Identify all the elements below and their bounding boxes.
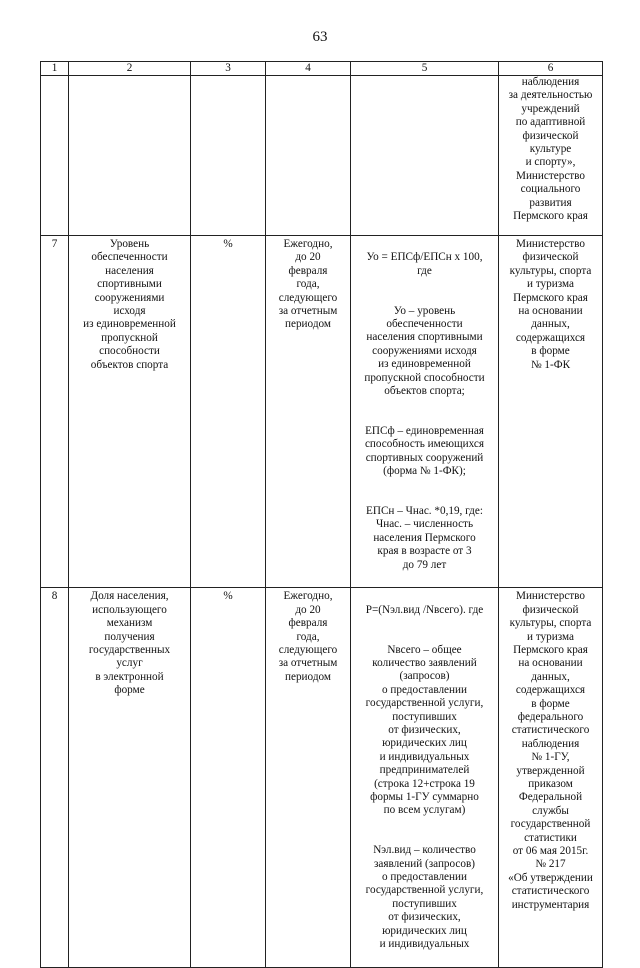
formula-paragraph: Уо – уровень обеспеченности населения спортивными сооружениями исходя из единовременной пропускной способности объектов спорта; [364,304,485,398]
page-number: 63 [312,29,328,45]
header-cell-3: 3 [191,62,266,76]
cell-formula [351,588,499,968]
cell-unit: % [191,236,266,588]
table-row [41,588,603,968]
cell-empty [191,76,266,236]
cell-indicator: Уровень обеспеченности населения спортивными сооружениями исходя из единовременной пропускной способности объектов спорта [69,236,191,588]
header-cell-2: 2 [69,62,191,76]
cell-unit: % [191,588,266,968]
header-cell-5: 5 [351,62,499,76]
table-row-continued [41,76,603,236]
table-row [41,236,603,588]
formula-paragraph: Nвсего – общее количество заявлений (запросов) о предоставлении государственной услуги, поступивших от физических, юридических лиц и индивидуальных предпринимателей (строка 12+строка 19 формы 1-ГУ суммарно по всем услугам) [365,643,484,817]
indicators-table [40,61,603,968]
header-cell-1: 1 [41,62,69,76]
cell-frequency: Ежегодно, до 20 февраля года, следующего за отчетным периодом [266,236,351,588]
table-header-row [41,62,603,76]
cell-empty [69,76,191,236]
formula-paragraph: ЕПСф – единовременная способность имеющихся спортивных сооружений (форма № 1-ФК); [364,424,485,478]
cell-number: 8 [41,588,69,968]
cell-empty [41,76,69,236]
formula-paragraph: Nэл.вид – количество заявлений (запросов) о предоставлении государственной услуги, поступивших от физических, юридических лиц и индивидуальных [365,844,484,951]
cell-empty [351,76,499,236]
cell-empty [266,76,351,236]
cell-source: Министерство физической культуры, спорта и туризма Пермского края на основании данных, содержащихся в форме № 1-ФК [499,236,603,588]
header-cell-6: 6 [499,62,603,76]
cell-source: Министерство физической культуры, спорта и туризма Пермского края на основании данных, содержащихся в форме федерального статистического наблюдения № 1-ГУ, утвержденной приказом Федеральной службы государственной статистики от 06 мая 2015г. № 217 «Об утверждении статистического инструментария [499,588,603,968]
cell-number: 7 [41,236,69,588]
formula-paragraph: ЕПСн – Чнас. *0,19, где: Чнас. – численность населения Пермского края в возрасте от 3 до 79 лет [366,504,483,571]
cell-indicator: Доля населения, использующего механизм получения государственных услуг в электронной форме [69,588,191,968]
cell-source-continued: наблюдения за деятельностью учреждений по адаптивной физической культуре и спорту», Министерство социального развития Пермского края [499,76,603,236]
cell-formula [351,236,499,588]
formula-paragraph: Уо = ЕПСф/ЕПСн х 100, где [366,251,483,277]
formula-paragraph: Р=(Nэл.вид /Nвсего). где [365,603,484,616]
cell-frequency: Ежегодно, до 20 февраля года, следующего за отчетным периодом [266,588,351,968]
header-cell-4: 4 [266,62,351,76]
